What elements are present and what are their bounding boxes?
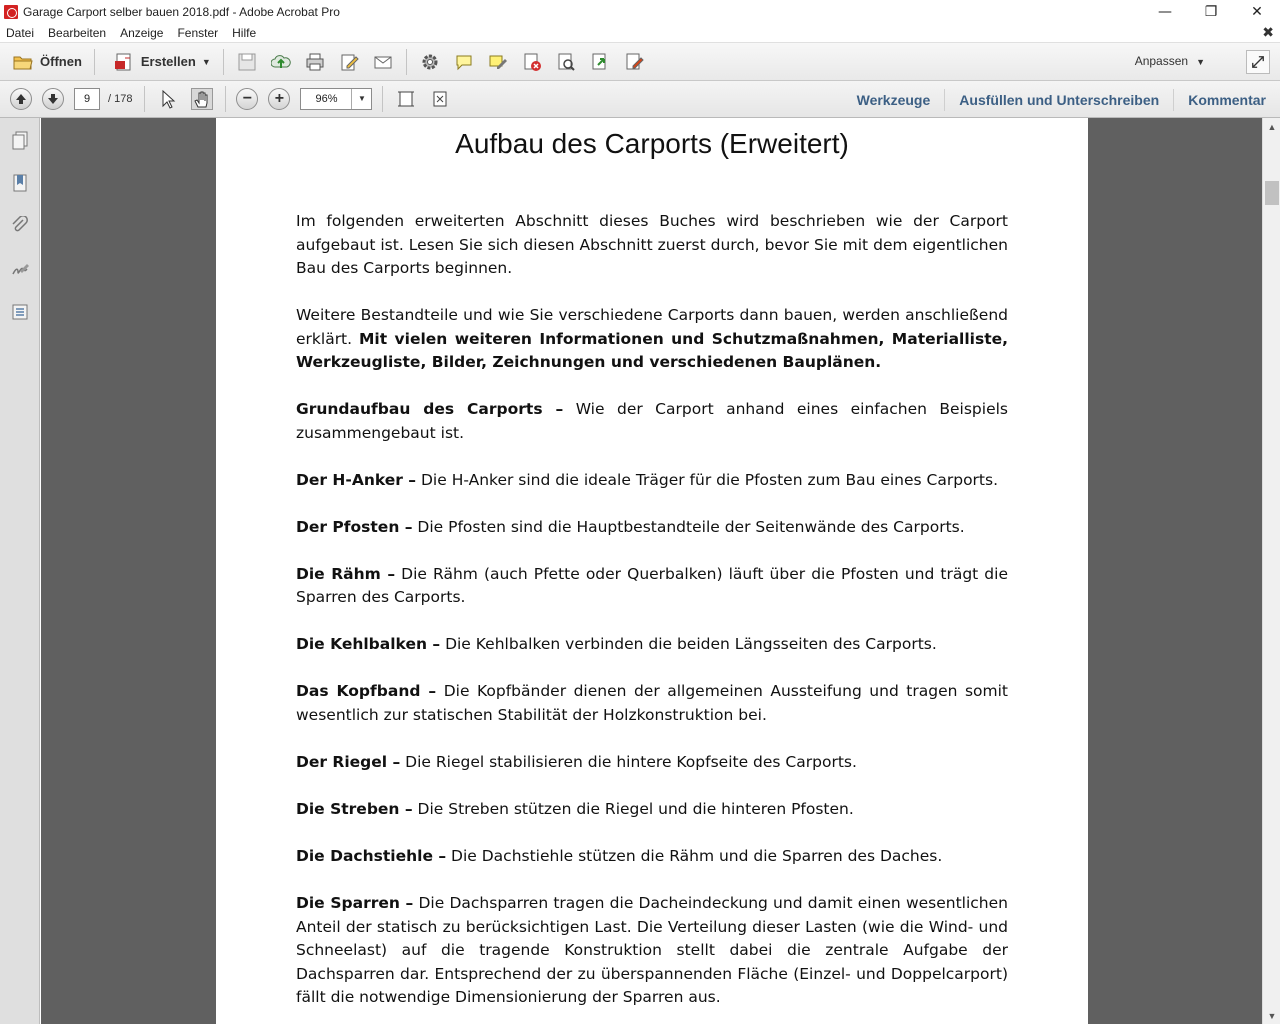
menu-fenster[interactable]: Fenster bbox=[177, 26, 219, 40]
paragraph bbox=[296, 633, 1008, 657]
page-title: Aufbau des Carports (Erweitert) bbox=[455, 128, 849, 159]
attachment-icon[interactable] bbox=[0, 204, 40, 247]
definition: Die Riegel stabilisieren die hintere Kopfseite des Carports. bbox=[400, 753, 857, 772]
term: Die Sparren – bbox=[296, 893, 414, 912]
menu-bearbeiten[interactable]: Bearbeiten bbox=[48, 26, 107, 40]
edit-icon[interactable] bbox=[338, 51, 360, 73]
paragraph bbox=[296, 845, 1008, 869]
paragraph bbox=[296, 398, 1008, 445]
open-button[interactable] bbox=[0, 47, 88, 77]
definition: Die Dachsparren tragen die Dacheindeckung und damit einen wesentlichen Anteil der statisch zu berücksichtigen Last. Die Verteilung dieser Lasten (wie die Wind- und Schneelast) auf die tragende Konstruktion stellt dabei die zentrale Aufgabe der Dachsparren dar. Entsprechend der zu überspannenden Fläche (Einzel- und Doppelcarport) fällt die notwendige Dimensionierung der Sparren aus. bbox=[296, 893, 1008, 1007]
export-icon[interactable] bbox=[589, 51, 611, 73]
definition: Die Kehlbalken verbinden die beiden Längsseiten des Carports. bbox=[440, 635, 937, 654]
window-title: Garage Carport selber bauen 2018.pdf - Adobe Acrobat Pro bbox=[23, 5, 340, 19]
minimize-button[interactable]: — bbox=[1158, 4, 1172, 20]
previous-page-button[interactable] bbox=[10, 88, 32, 110]
term: Der Riegel – bbox=[296, 753, 401, 772]
scroll-down-icon[interactable]: ▼ bbox=[1267, 1010, 1277, 1021]
definition: Die Pfosten sind die Hauptbestandteile der Seitenwände des Carports. bbox=[412, 517, 965, 536]
term: Das Kopfband – bbox=[296, 682, 437, 701]
next-page-button[interactable] bbox=[42, 88, 64, 110]
paragraph-bold: Mit vielen weiteren Informationen und Schutzmaßnahmen, Materialliste, Werkzeugliste, Bilder, Zeichnungen und verschiedenen Bauplänen. bbox=[296, 329, 1009, 372]
customize-label: Anpassen bbox=[1134, 54, 1189, 68]
vertical-scrollbar[interactable] bbox=[1262, 118, 1280, 1024]
bookmark-icon[interactable] bbox=[0, 161, 40, 204]
zoom-out-button[interactable] bbox=[236, 88, 258, 110]
paragraph bbox=[296, 751, 1008, 775]
restore-button[interactable]: ❐ bbox=[1204, 4, 1218, 20]
fit-page-icon[interactable] bbox=[395, 88, 417, 110]
paragraph bbox=[296, 563, 1008, 610]
open-label: Öffnen bbox=[40, 54, 82, 69]
expand-icon[interactable] bbox=[1246, 50, 1270, 74]
toolbar-divider bbox=[382, 86, 383, 112]
arrow-down-icon bbox=[47, 93, 59, 105]
menu-bar bbox=[0, 24, 1280, 43]
acrobat-app-icon bbox=[4, 5, 18, 19]
search-doc-icon[interactable] bbox=[555, 51, 577, 73]
toolbar-divider bbox=[94, 49, 95, 75]
paragraph bbox=[296, 516, 1008, 540]
pdf-page bbox=[216, 118, 1088, 1024]
menu-hilfe[interactable]: Hilfe bbox=[232, 26, 257, 40]
comment-icon[interactable] bbox=[453, 51, 475, 73]
window-controls bbox=[1142, 0, 1280, 24]
paragraph-text: Weitere Bestandteile und wie Sie verschiedene Carports dann bauen, werden anschließend erklärt. bbox=[296, 306, 1008, 348]
create-pdf-icon bbox=[113, 51, 135, 73]
chevron-down-icon: ▼ bbox=[1196, 57, 1205, 67]
paragraph bbox=[296, 210, 1008, 281]
zoom-select[interactable] bbox=[300, 88, 372, 110]
document-viewer[interactable] bbox=[41, 118, 1262, 1024]
definition: Die Kopfbänder dienen der allgemeinen Aussteifung und tragen somit wesentlich zur statischen Stabilität der Holzkonstruktion bei. bbox=[296, 682, 1008, 725]
tab-werkzeuge[interactable]: Werkzeuge bbox=[856, 91, 931, 108]
term: Die Dachstiehle – bbox=[296, 847, 447, 865]
page-body bbox=[296, 210, 1008, 1024]
toolbar-divider bbox=[406, 49, 407, 75]
term: Der Pfosten – bbox=[296, 517, 413, 536]
print-icon[interactable] bbox=[304, 51, 326, 73]
sign-icon[interactable] bbox=[623, 51, 645, 73]
zoom-in-button[interactable] bbox=[268, 88, 290, 110]
definition: Wie der Carport anhand eines einfachen Beispiels zusammengebaut ist. bbox=[296, 400, 1008, 442]
menu-anzeige[interactable]: Anzeige bbox=[120, 26, 164, 40]
create-label: Erstellen bbox=[140, 54, 196, 69]
pages-icon[interactable] bbox=[0, 118, 40, 161]
toolbar-divider bbox=[144, 86, 145, 112]
chevron-down-icon: ▼ bbox=[201, 56, 211, 67]
tab-kommentar[interactable]: Kommentar bbox=[1173, 89, 1280, 111]
term: Grundaufbau des Carports – bbox=[296, 400, 564, 419]
plus-icon: + bbox=[274, 90, 285, 107]
paragraph bbox=[296, 798, 1008, 822]
definition: Die Dachstiehle stützen die Rähm und die Sparren des Daches. bbox=[446, 847, 943, 865]
highlight-icon[interactable] bbox=[487, 51, 509, 73]
signature-icon[interactable] bbox=[0, 247, 40, 290]
page-number-input[interactable]: 9 bbox=[74, 88, 100, 110]
task-pane-tabs bbox=[843, 81, 1280, 118]
delete-page-icon[interactable] bbox=[521, 51, 543, 73]
toolbar-divider bbox=[225, 86, 226, 112]
save-icon[interactable] bbox=[236, 51, 258, 73]
term: Die Kehlbalken – bbox=[296, 635, 441, 654]
definition: Die H-Anker sind die ideale Träger für die Pfosten zum Bau eines Carports. bbox=[416, 470, 999, 489]
paragraph bbox=[296, 469, 1008, 493]
close-document-icon[interactable]: ✖ bbox=[1262, 25, 1274, 41]
title-bar bbox=[0, 0, 1280, 24]
minus-icon: − bbox=[242, 90, 253, 107]
term: Der H-Anker – bbox=[296, 470, 417, 489]
close-button[interactable]: ✕ bbox=[1251, 4, 1263, 20]
create-button[interactable] bbox=[101, 47, 217, 77]
main-toolbar bbox=[0, 43, 1280, 81]
layers-icon[interactable] bbox=[0, 290, 40, 333]
gear-icon[interactable] bbox=[419, 51, 441, 73]
cloud-upload-icon[interactable] bbox=[270, 51, 292, 73]
scroll-up-icon[interactable]: ▲ bbox=[1267, 121, 1277, 132]
term: Die Streben – bbox=[296, 800, 413, 819]
page-total: / 178 bbox=[108, 93, 133, 105]
scrollbar-thumb[interactable] bbox=[1265, 181, 1279, 205]
navigation-toolbar bbox=[0, 81, 1280, 118]
paragraph bbox=[296, 304, 1008, 375]
full-screen-icon[interactable] bbox=[429, 88, 451, 110]
hand-tool-icon[interactable] bbox=[191, 88, 213, 110]
chevron-down-icon[interactable]: ▼ bbox=[351, 89, 371, 109]
definition: Die Streben stützen die Riegel und die hinteren Pfosten. bbox=[412, 800, 854, 819]
toolbar-divider bbox=[223, 49, 224, 75]
definition: Die Rähm (auch Pfette oder Querbalken) läuft über die Pfosten und trägt die Sparren des Carports. bbox=[296, 564, 1008, 607]
term: Die Rähm – bbox=[296, 564, 396, 583]
navigation-pane bbox=[0, 118, 40, 1024]
paragraph-text: Im folgenden erweiterten Abschnitt dieses Buches wird beschrieben wie der Carport aufgebaut ist. Lesen Sie sich diesen Abschnitt zuerst durch, bevor Sie mit dem eigentlichen Bau des Carports beginnen. bbox=[296, 212, 1008, 278]
arrow-up-icon bbox=[15, 93, 27, 105]
select-cursor-icon[interactable] bbox=[157, 88, 179, 110]
menu-datei[interactable]: Datei bbox=[6, 26, 35, 40]
customize-menu[interactable] bbox=[1135, 54, 1205, 68]
folder-icon bbox=[12, 51, 34, 73]
paragraph bbox=[296, 892, 1008, 1010]
zoom-value: 96% bbox=[315, 93, 338, 105]
email-icon[interactable] bbox=[372, 51, 394, 73]
tab-ausfuellen-und-unterschreiben[interactable]: Ausfüllen und Unterschreiben bbox=[944, 89, 1173, 111]
paragraph bbox=[296, 680, 1008, 727]
